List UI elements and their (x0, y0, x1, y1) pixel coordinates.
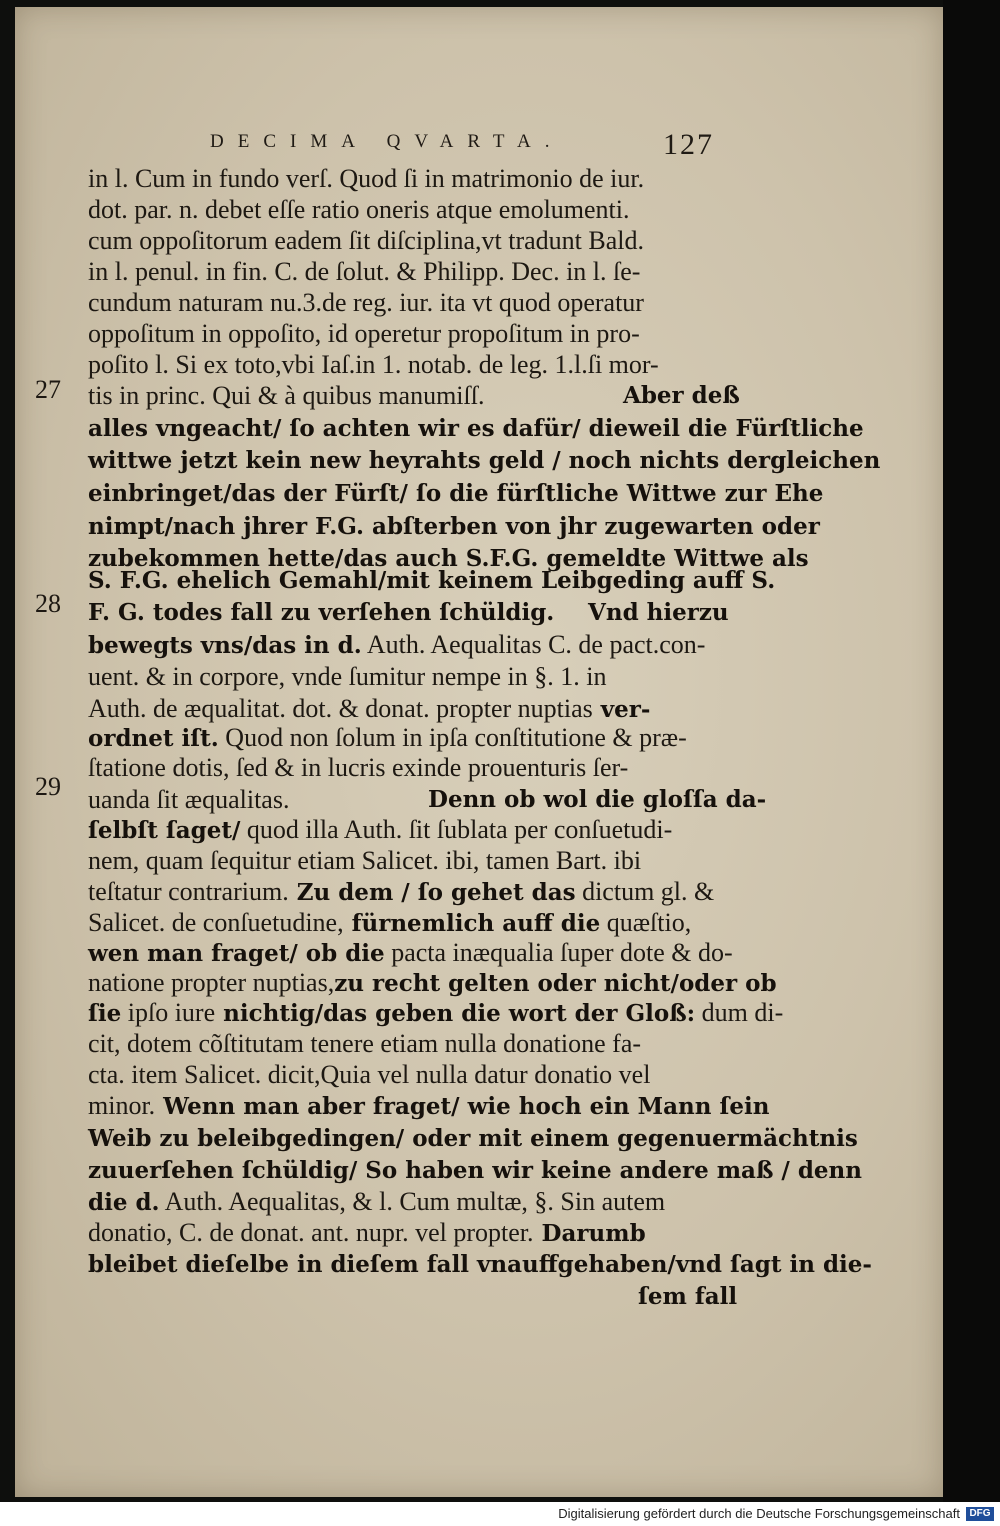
latin-text: Auth. Aequalitas C. de pact.con- (361, 630, 706, 659)
latin-text: teſtatur contrarium. (88, 877, 289, 906)
footer-credit: Digitalisierung gefördert durch die Deutsche Forschungsgemeinschaft (558, 1506, 960, 1521)
text-line (88, 318, 640, 350)
text-line (88, 225, 644, 257)
text-line (88, 445, 880, 477)
latin-text: Auth. de æqualitat. dot. & donat. propter nuptias (88, 694, 593, 723)
german-text: Vnd hierzu (588, 599, 729, 626)
latin-text: cta. item Salicet. dicit,Quia vel nulla datur donatio vel (88, 1060, 651, 1089)
text-line (88, 661, 606, 693)
latin-text: cundum naturam nu.3.de reg. iur. ita vt quod operatur (88, 288, 644, 317)
latin-text: ſtatione dotis, ſed & in lucris exinde prouenturis ſer- (88, 753, 629, 782)
latin-text: minor. (88, 1091, 156, 1120)
latin-text: quæſtio, (600, 908, 692, 937)
latin-text: cit, dotem cõſtitutam tenere etiam nulla donatione fa- (88, 1029, 642, 1058)
german-text: ſelbſt ſaget/ (88, 817, 241, 844)
latin-text: Salicet. de conſuetudine, (88, 908, 344, 937)
german-text: zubekommen hette/das auch S.F.G. gemeldte Wittwe als (88, 545, 809, 572)
german-text: Weib zu beleibgedingen/ oder mit einem gegenuermächtnis (88, 1125, 858, 1152)
text-line (88, 511, 820, 543)
latin-text: ipſo iure (121, 998, 216, 1027)
german-text: nimpt/nach jhrer F.G. abſterben von jhr zugewarten oder (88, 513, 820, 540)
german-text: Denn ob wol die gloſſa da- (428, 786, 767, 813)
text-line (88, 752, 628, 784)
latin-text: dictum gl. & (575, 877, 715, 906)
latin-text: natione propter nuptias, (88, 968, 335, 997)
german-text: Darumb (533, 1220, 646, 1247)
latin-text: Quod non ſolum in ipſa conſtitutione & præ- (218, 723, 687, 752)
german-text: wen man fraget/ ob die (88, 940, 385, 967)
text-line (88, 413, 864, 445)
german-text: Zu dem / ſo gehet das (288, 879, 576, 906)
german-text: einbringet/das der Fürſt/ ſo die fürſtliche Wittwe zur Ehe (88, 480, 824, 507)
text-line (88, 1059, 650, 1091)
latin-text: quod illa Auth. ſit ſublata per conſuetudi- (240, 815, 673, 844)
latin-text: Auth. Aequalitas, & l. Cum multæ, §. Sin autem (159, 1187, 666, 1216)
text-line (88, 1186, 665, 1219)
german-text: zuuerſehen ſchüldig/ So haben wir keine andere maß / denn (88, 1157, 863, 1184)
latin-text: dot. par. n. debet eſſe ratio oneris atque emolumenti. (88, 195, 630, 224)
text-line (88, 876, 714, 909)
text-line (88, 784, 767, 816)
german-text: ſem fall (638, 1283, 738, 1310)
latin-text: uanda ſit æqualitas. (88, 785, 290, 814)
text-line (88, 194, 630, 226)
text-line (88, 380, 740, 412)
text-line (88, 1217, 646, 1250)
latin-text: dum di- (695, 998, 784, 1027)
german-text: fürnemlich auff die (343, 910, 601, 937)
text-line (88, 287, 644, 319)
text-line (88, 1090, 769, 1123)
text-line (88, 907, 691, 940)
margin-number-27: 27 (35, 375, 61, 404)
text-line (88, 814, 672, 847)
german-text: die d. (88, 1189, 160, 1216)
text-line (88, 997, 783, 1030)
german-text: nichtig/das geben die wort der Gloß: (215, 1000, 696, 1027)
text-line (88, 1249, 872, 1281)
german-text: S. F.G. ehelich Gemahl/mit keinem Leibgeding auff S. (88, 567, 776, 594)
latin-text: tis in princ. Qui & à quibus manumiſſ. (88, 381, 485, 410)
text-line (88, 937, 733, 970)
latin-text: nem, quam ſequitur etiam Salicet. ibi, tamen Bart. ibi (88, 846, 642, 875)
german-text: bewegts vns/das in d. (88, 632, 362, 659)
text-line (88, 1155, 862, 1187)
text-line (88, 349, 659, 381)
dfg-logo: DFG (966, 1507, 994, 1521)
margin-number-29: 29 (35, 772, 61, 801)
text-line (88, 478, 823, 510)
text-line (88, 1123, 858, 1155)
german-text: Wenn man aber fraget/ wie hoch ein Mann ſein (155, 1093, 770, 1120)
latin-text: pacta inæqualia ſuper dote & do- (384, 938, 733, 967)
text-line (88, 597, 729, 629)
german-text: zu recht gelten oder nicht/oder ob (334, 970, 777, 997)
text-line (88, 565, 775, 597)
text-line (88, 629, 705, 662)
german-text: ſie (88, 1000, 122, 1027)
latin-text: cum oppoſitorum eadem ſit diſciplina,vt tradunt Bald. (88, 226, 645, 255)
page-number: 127 (663, 128, 714, 161)
latin-text: donatio, C. de donat. ant. nupr. vel propter. (88, 1218, 534, 1247)
footer-bar (0, 1502, 1000, 1526)
text-line (88, 722, 687, 755)
text-line (88, 845, 641, 877)
text-line (88, 256, 640, 288)
text-line (88, 1028, 641, 1060)
german-text: bleibet dieſelbe in dieſem fall vnauffgehaben/vnd ſagt in die- (88, 1251, 872, 1278)
german-text: Aber deß (623, 382, 740, 409)
latin-text: uent. & in corpore, vnde ſumitur nempe in §. 1. in (88, 662, 607, 691)
latin-text: poſito l. Si ex toto,vbi Iaſ.in 1. notab. de leg. 1.l.ſi mor- (88, 350, 659, 379)
catchword (638, 1281, 737, 1313)
page-edge-shadow (943, 0, 1000, 1502)
german-text: wittwe jetzt kein new heyrahts geld / noch nichts dergleichen (88, 447, 881, 474)
latin-text: in l. penul. in fin. C. de ſolut. & Philipp. Dec. in l. ſe- (88, 257, 641, 286)
running-head: DECIMA QVARTA. (210, 131, 564, 152)
german-text: ordnet iſt. (88, 725, 219, 752)
text-line (88, 163, 644, 195)
text-line (88, 967, 777, 1000)
margin-number-28: 28 (35, 589, 61, 618)
german-text: F. G. todes fall zu verſehen ſchüldig. (88, 599, 555, 626)
german-text: alles vngeacht/ ſo achten wir es dafür/ dieweil die Fürſtliche (88, 415, 864, 442)
latin-text: in l. Cum in fundo verſ. Quod ſi in matrimonio de iur. (88, 164, 645, 193)
german-text: ver- (592, 696, 651, 723)
latin-text: oppoſitum in oppoſito, id operetur propoſitum in pro- (88, 319, 640, 348)
